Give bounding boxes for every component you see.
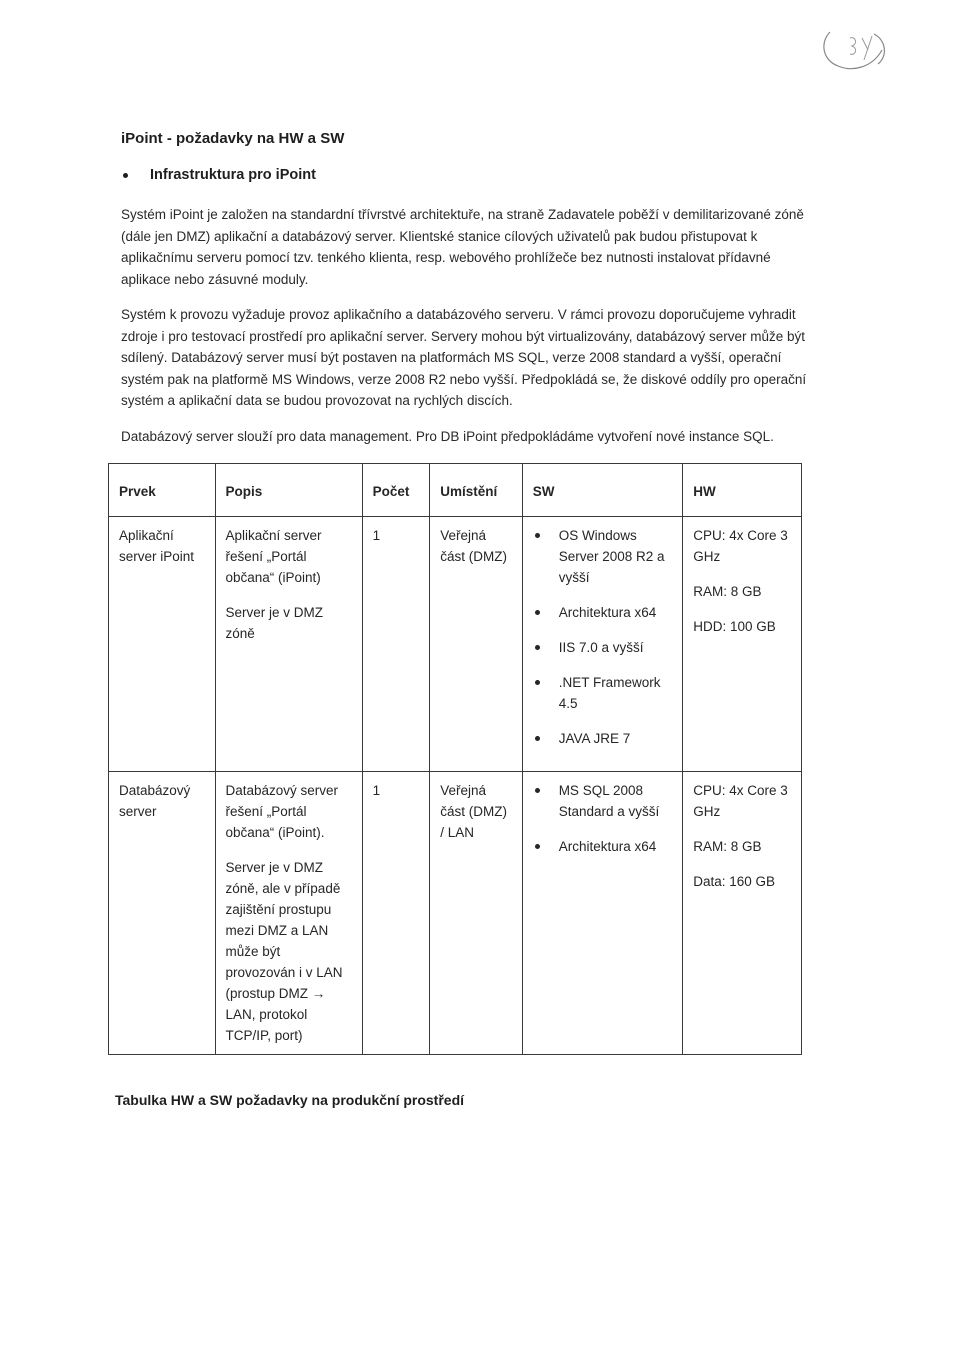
popis-line: Aplikační server řešení „Portál občana“ (iPoint) xyxy=(225,528,322,585)
hw-line: CPU: 4x Core 3 GHz xyxy=(693,783,788,819)
header-prvek: Prvek xyxy=(109,464,216,517)
cell-popis xyxy=(215,772,362,1055)
popis-line: Databázový server řešení „Portál občana“ (iPoint). xyxy=(225,783,339,840)
handwritten-page-number xyxy=(812,20,892,80)
header-umisteni: Umístění xyxy=(430,464,522,517)
table-caption: Tabulka HW a SW požadavky na produkční prostředí xyxy=(115,1092,465,1108)
sw-item: IIS 7.0 a vyšší xyxy=(533,637,673,658)
bullet-icon xyxy=(123,173,128,178)
sw-item: Architektura x64 xyxy=(533,836,673,857)
table-header-row xyxy=(109,464,802,517)
page-title: iPoint - požadavky na HW a SW xyxy=(121,130,345,147)
cell-umisteni: Veřejná část (DMZ) xyxy=(430,517,522,772)
paragraph-1: Systém iPoint je založen na standardní třívrstvé architektuře, na straně Zadavatele poběží v demilitarizované zóně (dále jen DMZ) aplikační a databázový server. Klientské stanice cílových uživatelů pak budou přistupovat k aplikačnímu serveru pomocí tzv. tenkého klienta, resp. webového prohlížeče bez nutnosti instalovat přídavné aplikace nebo zásuvné moduly. xyxy=(121,207,804,287)
paragraph-3: Databázový server slouží pro data management. Pro DB iPoint předpokládáme vytvoření nové instance SQL. xyxy=(121,429,774,444)
hw-line: RAM: 8 GB xyxy=(693,584,762,599)
sw-item: OS Windows Server 2008 R2 a vyšší xyxy=(533,525,673,588)
cell-prvek: Aplikační server iPoint xyxy=(109,517,216,772)
cell-pocet: 1 xyxy=(362,772,430,1055)
hw-line: RAM: 8 GB xyxy=(693,839,762,854)
sw-item: JAVA JRE 7 xyxy=(533,728,673,749)
table-row xyxy=(109,772,802,1055)
sw-item: .NET Framework 4.5 xyxy=(533,672,673,714)
handwritten-mark-icon xyxy=(812,20,892,80)
table-row xyxy=(109,517,802,772)
cell-pocet: 1 xyxy=(362,517,430,772)
hw-line: Data: 160 GB xyxy=(693,874,776,889)
section-heading xyxy=(121,167,316,183)
hw-line: CPU: 4x Core 3 GHz xyxy=(693,528,788,564)
cell-popis xyxy=(215,517,362,772)
hw-line: HDD: 100 GB xyxy=(693,619,776,634)
cell-sw xyxy=(522,517,683,772)
cell-prvek: Databázový server xyxy=(109,772,216,1055)
cell-hw xyxy=(683,517,802,772)
cell-hw xyxy=(683,772,802,1055)
header-pocet: Počet xyxy=(362,464,430,517)
cell-sw xyxy=(522,772,683,1055)
header-sw: SW xyxy=(522,464,683,517)
paragraph-2: Systém k provozu vyžaduje provoz aplikačního a databázového serveru. V rámci provozu doporučujeme vyhradit zdroje i pro testovací prostředí pro aplikační server. Servery mohou být virtualizovány, databázový server může být sdílený. Databázový server musí být postaven na platformách MS SQL, verze 2008 standard a vyšší, operační systém pak na platformě MS Windows, verze 2008 R2 nebo vyšší. Předpokládá se, že diskové oddíly pro operační systém a aplikační data se budou provozovat na rychlých discích. xyxy=(121,307,807,408)
requirements-table xyxy=(108,463,802,1055)
header-hw: HW xyxy=(683,464,802,517)
header-popis: Popis xyxy=(215,464,362,517)
sw-item: MS SQL 2008 Standard a vyšší xyxy=(533,780,673,822)
sw-list xyxy=(533,780,673,857)
popis-line: Server je v DMZ zóně xyxy=(225,605,324,641)
cell-umisteni: Veřejná část (DMZ) / LAN xyxy=(430,772,522,1055)
section-heading-text: Infrastruktura pro iPoint xyxy=(150,167,316,183)
sw-list xyxy=(533,525,673,749)
popis-line: Server je v DMZ zóně, ale v případě zajištění prostupu mezi DMZ a LAN může být provozován i v LAN (prostup DMZ → LAN, protokol TCP/IP, port) xyxy=(225,860,343,1043)
sw-item: Architektura x64 xyxy=(533,602,673,623)
